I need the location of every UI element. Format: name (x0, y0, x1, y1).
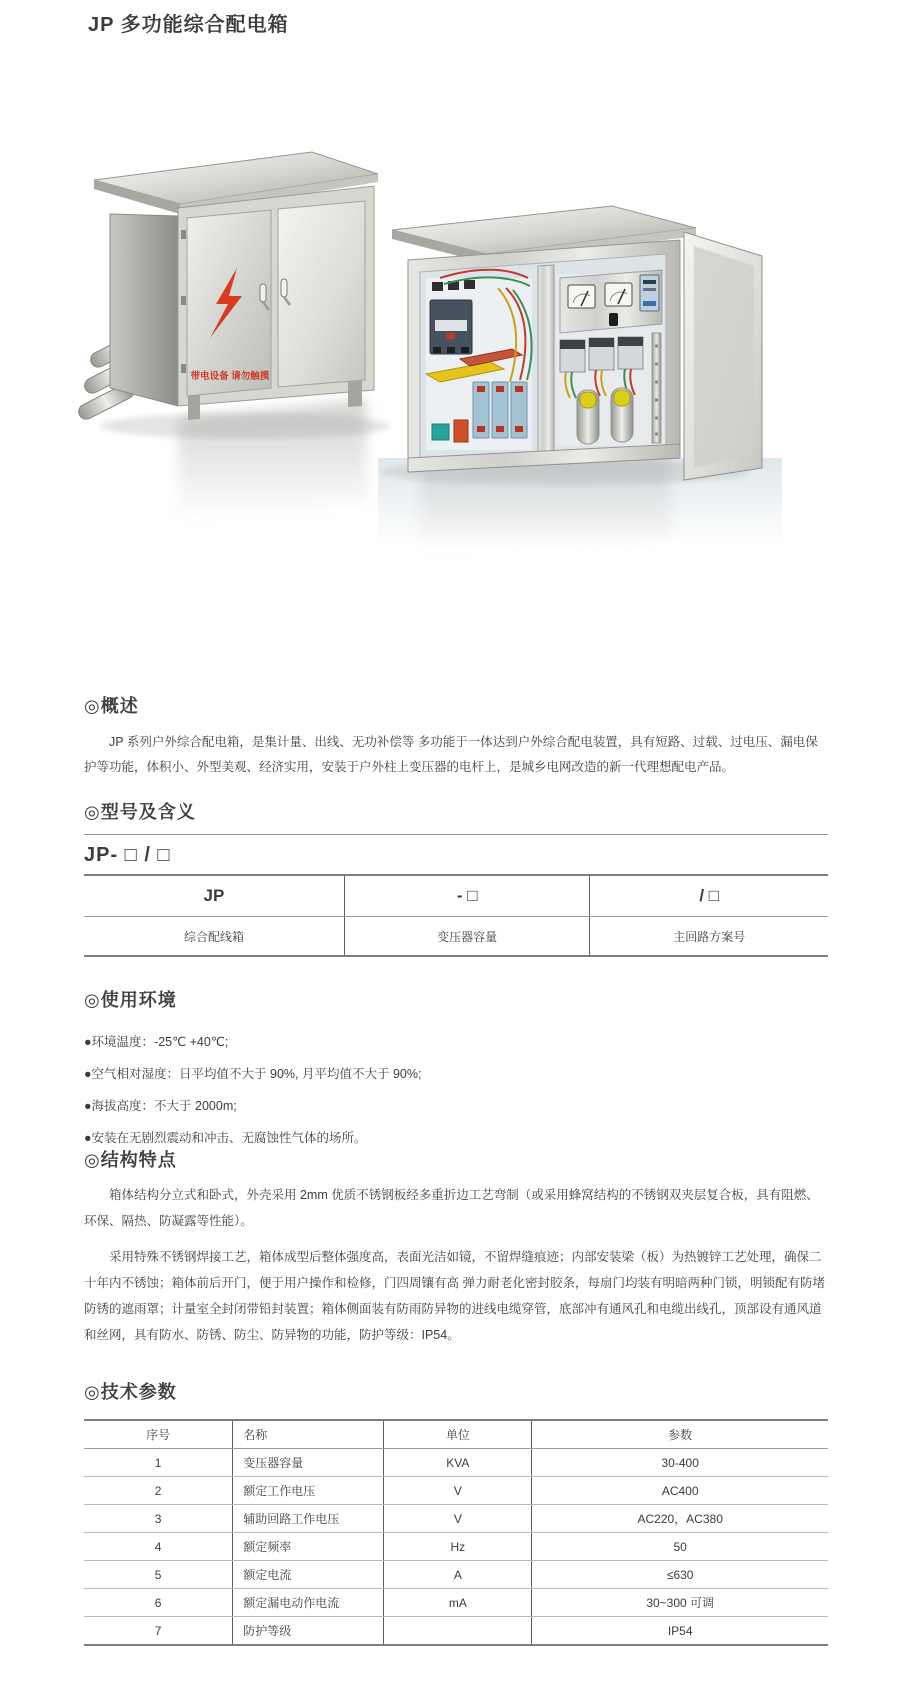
mounting-rail (652, 333, 661, 443)
tech-row (84, 1561, 828, 1589)
tech-cell: 额定频率 (233, 1533, 384, 1561)
hinge-icon (181, 296, 186, 305)
tech-cell: 防护等级 (233, 1617, 384, 1646)
closed-cabinet-right-door (278, 201, 365, 387)
circuit-breaker (430, 300, 472, 354)
tech-header-cell: 名称 (233, 1420, 384, 1449)
section-model (84, 798, 828, 957)
tech-header-cell: 单位 (384, 1420, 532, 1449)
structure-paragraph: 箱体结构分立式和卧式，外壳采用 2mm 优质不锈钢板经多重折边工艺弯制（或采用蜂窝结构的不锈钢双夹层复合板，具有阻燃、环保、隔热、防凝露等性能）。 (84, 1188, 819, 1228)
right-compartment (556, 270, 664, 446)
overview-heading: ◎概述 (84, 696, 139, 716)
closed-cabinet-side-panel (110, 214, 178, 406)
tech-cell: 7 (154, 1623, 162, 1638)
tech-row (84, 1533, 828, 1561)
product-photos-illustration (60, 128, 800, 583)
closed-cabinet-photo (76, 152, 390, 520)
model-code-cell: - □ (344, 875, 590, 917)
tech-cell: V (384, 1477, 532, 1505)
environment-item: ●环境温度：-25℃ +40℃; (84, 1035, 229, 1049)
contactors (560, 337, 643, 372)
tech-header-cell: 序号 (84, 1420, 233, 1449)
tech-cell: 6 (84, 1589, 233, 1617)
tech-cell: 4 (84, 1533, 233, 1561)
tech-cell: ≤630 (532, 1561, 828, 1589)
tech-cell: 2 (84, 1477, 233, 1505)
tech-cell: 1 (84, 1449, 233, 1477)
toggle-switch-icon (609, 313, 618, 326)
tech-heading: ◎技术参数 (84, 1382, 177, 1402)
tech-row (84, 1617, 828, 1646)
tech-cell: A (384, 1561, 532, 1589)
tech-header-cell: 参数 (532, 1420, 828, 1449)
structure-paragraph: 采用特殊不锈钢焊接工艺，箱体成型后整体强度高，表面光洁如镜，不留焊缝痕迹；内部安装梁（板）为热镀锌工艺处理，确保二十年内不锈蚀；箱体前后开门，便于用户操作和检修，门四周镶有高 弹力耐老化密封胶条，每扇门均装有明暗两种门锁，明锁配有防堵防锈的遮雨罩；计量室全封闭带铅封装置；箱体侧面装有防雨防异物的进线电缆穿管，底部冲有通风孔和电缆出线孔，顶部设有通风道和丝网，具有防水、防锈、防尘、防异物的功能，防护等级：IP54。 (84, 1250, 825, 1342)
environment-item: ●安装在无剧烈震动和冲击、无腐蚀性气体的场所。 (84, 1131, 367, 1145)
meter-panel (560, 270, 662, 333)
tech-row (84, 1589, 828, 1617)
center-divider (538, 265, 554, 457)
cabinet-leg (348, 381, 362, 407)
structure-heading: ◎结构特点 (84, 1150, 177, 1170)
environment-heading: ◎使用环境 (84, 990, 177, 1010)
orange-device (454, 420, 468, 442)
section-environment (84, 986, 828, 1154)
tech-cell: mA (384, 1589, 532, 1617)
hinge-icon (181, 230, 186, 239)
tech-cell (384, 1617, 532, 1646)
environment-item: ●海拔高度：不大于 2000m; (84, 1099, 237, 1113)
model-code-cell: / □ (590, 875, 828, 917)
overview-body: JP 系列户外综合配电箱，是集计量、出线、无功补偿等 多功能于一体达到户外综合配电装置，具有短路、过载、过电压、漏电保护等功能，体积小、外型美观、经济实用，安装于户外柱上变压器的电杆上，是城乡电网改造的新一代理想配电产品。 (84, 735, 818, 774)
page-title: JP 多功能综合配电箱 (88, 14, 289, 36)
tech-cell: 额定漏电动作电流 (233, 1589, 384, 1617)
model-code-cell: JP (84, 875, 344, 917)
cabinet-warning-text: 带电设备 请勿触摸 (190, 371, 270, 382)
tech-cell: 50 (532, 1533, 828, 1561)
tech-cell: 30~300 可调 (532, 1589, 828, 1617)
model-meaning-cell: 主回路方案号 (590, 917, 828, 957)
open-door-inner-panel (694, 246, 754, 468)
model-meaning-cell: 综合配线箱 (183, 929, 244, 944)
tech-cell: Hz (384, 1533, 532, 1561)
tech-cell: 3 (84, 1505, 233, 1533)
divider (84, 834, 828, 835)
teal-device (432, 424, 449, 440)
tech-header-row (84, 1420, 828, 1449)
tech-cell: AC220，AC380 (532, 1505, 828, 1533)
tech-cell: 变压器容量 (233, 1449, 384, 1477)
environment-list (84, 1026, 828, 1154)
tech-cell: AC400 (532, 1477, 828, 1505)
tech-row (84, 1449, 828, 1477)
tech-cell: 5 (84, 1561, 233, 1589)
tech-row (84, 1505, 828, 1533)
product-photos (60, 128, 800, 583)
hinge-icon (181, 364, 186, 373)
tech-cell: 额定工作电压 (233, 1477, 384, 1505)
surge-protectors (473, 382, 527, 438)
tech-cell: IP54 (532, 1617, 828, 1646)
model-meaning-cell: 变压器容量 (344, 917, 590, 957)
tech-table (84, 1419, 828, 1646)
model-table (84, 874, 828, 957)
model-code-row (84, 875, 828, 917)
tech-cell: 额定电流 (233, 1561, 384, 1589)
tech-cell: V (384, 1505, 532, 1533)
cabinet-leg (188, 395, 200, 420)
tech-cell: KVA (384, 1449, 532, 1477)
environment-item: ●空气相对湿度：日平均值不大于 90%, 月平均值不大于 90%; (84, 1067, 422, 1081)
left-compartment (426, 270, 532, 450)
section-structure (84, 1146, 828, 1348)
tech-cell: 30-400 (532, 1449, 828, 1477)
model-heading: ◎型号及含义 (84, 802, 196, 822)
section-overview (84, 692, 828, 780)
open-cabinet-photo (378, 206, 782, 556)
closed-cabinet-reflection (178, 400, 367, 520)
model-code: JP- □ / □ (84, 844, 171, 866)
section-tech (84, 1378, 828, 1646)
model-meaning-row (84, 917, 828, 957)
tech-cell: 辅助回路工作电压 (233, 1505, 384, 1533)
tech-row (84, 1477, 828, 1505)
